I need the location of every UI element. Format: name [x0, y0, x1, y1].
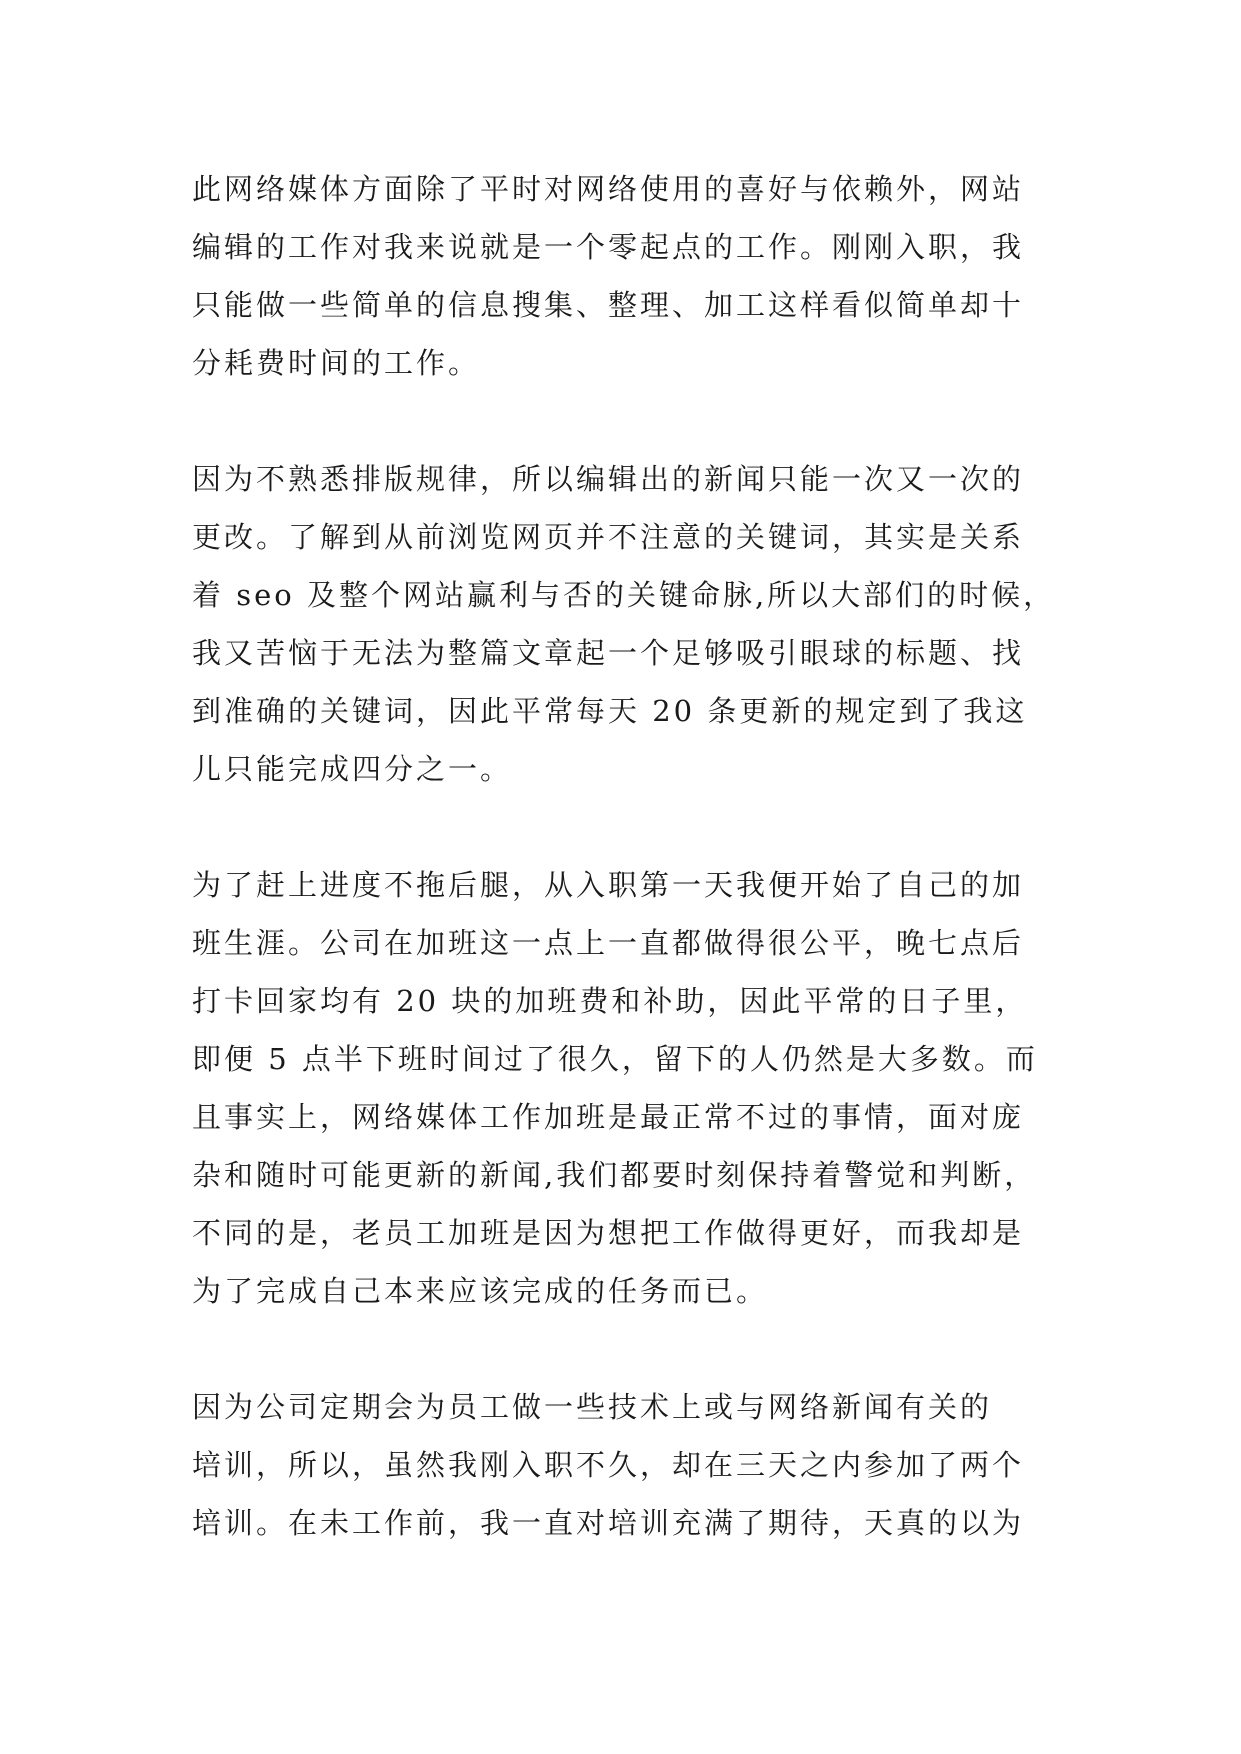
text-line: 且事实上，网络媒体工作加班是最正常不过的事情，面对庞 [192, 1100, 1025, 1134]
text-line: 编辑的工作对我来说就是一个零起点的工作。刚刚入职，我 [192, 230, 1025, 264]
text-line: 培训。在未工作前，我一直对培训充满了期待，天真的以为 [192, 1506, 1025, 1540]
text-line: 杂和随时可能更新的新闻,我们都要时刻保持着警觉和判断， [192, 1158, 1037, 1192]
paragraph [192, 1378, 1052, 1552]
text-line: 更改。了解到从前浏览网页并不注意的关键词，其实是关系 [192, 520, 1025, 554]
text-line: 为了赶上进度不拖后腿，从入职第一天我便开始了自己的加 [192, 868, 1025, 902]
paragraph [192, 450, 1056, 798]
text-line: 此网络媒体方面除了平时对网络使用的喜好与依赖外，网站 [192, 172, 1025, 206]
text-line: 我又苦恼于无法为整篇文章起一个足够吸引眼球的标题、找 [192, 636, 1025, 670]
document-body [192, 160, 1056, 1552]
text-line: 为了完成自己本来应该完成的任务而已。 [192, 1274, 769, 1308]
paragraph-gap [192, 392, 1052, 450]
text-line: 因为公司定期会为员工做一些技术上或与网络新闻有关的 [192, 1390, 993, 1424]
text-line: 儿只能完成四分之一。 [192, 752, 513, 786]
text-line: 打卡回家均有 20 块的加班费和补助，因此平常的日子里， [192, 984, 1028, 1018]
text-line: 因为不熟悉排版规律，所以编辑出的新闻只能一次又一次的 [192, 462, 1025, 496]
text-line: 培训，所以，虽然我刚入职不久，却在三天之内参加了两个 [192, 1448, 1025, 1482]
paragraph-gap [192, 1320, 1052, 1378]
text-line: 到准确的关键词，因此平常每天 20 条更新的规定到了我这 [192, 694, 1028, 728]
text-line: 不同的是，老员工加班是因为想把工作做得更好，而我却是 [192, 1216, 1025, 1250]
text-line: 即便 5 点半下班时间过了很久，留下的人仍然是大多数。而 [192, 1042, 1038, 1076]
paragraph [192, 856, 1052, 1320]
text-line: 只能做一些简单的信息搜集、整理、加工这样看似简单却十 [192, 288, 1025, 322]
text-line: 着 seo 及整个网站赢利与否的关键命脉,所以大部们的时候， [192, 578, 1056, 612]
paragraph [192, 160, 1052, 392]
text-line: 班生涯。公司在加班这一点上一直都做得很公平，晚七点后 [192, 926, 1025, 960]
text-line: 分耗费时间的工作。 [192, 346, 481, 380]
paragraph-gap [192, 798, 1052, 856]
